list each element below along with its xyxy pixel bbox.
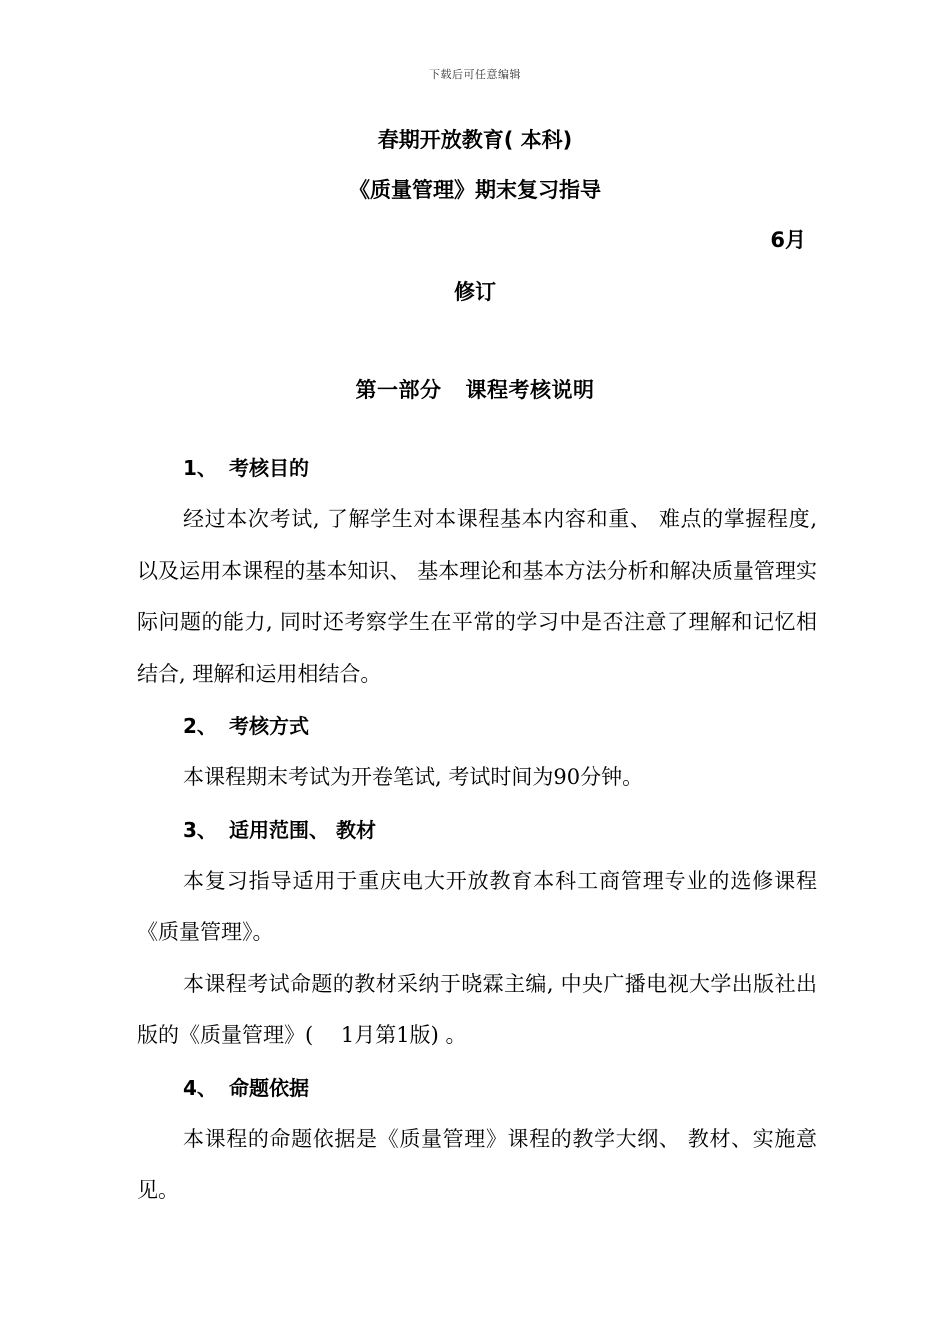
header-note: 下载后可任意编辑 (429, 68, 521, 81)
document-date: 6月 (770, 228, 806, 252)
revision-label: 修订 (454, 280, 496, 304)
section-number: 4、 (183, 1075, 217, 1100)
section (137, 804, 817, 1062)
section-number: 2、 (183, 714, 217, 738)
paragraph: 本复习指导适用于重庆电大开放教育本科工商管理专业的选修课程《质量管理》。 (137, 868, 817, 944)
section-title: 适用范围、 教材 (229, 817, 376, 842)
section-number: 3、 (183, 817, 217, 842)
document-title-line1: 春期开放教育( 本科) (377, 128, 573, 152)
part-heading (0, 374, 950, 404)
section (137, 442, 817, 700)
paragraph: 经过本次考试, 了解学生对本课程基本内容和重、 难点的掌握程度, 以及运用本课程的基本知识、 基本理论和基本方法分析和解决质量管理实际问题的能力, 同时还考察学生在平常的学习中是否注意了理解和记忆相结合, 理解和运用相结合。 (137, 507, 817, 686)
part-name: 课程考核说明 (465, 378, 595, 402)
part-label: 第一部分 (355, 378, 442, 402)
section-heading (137, 442, 817, 494)
paragraph: 本课程考试命题的教材采纳于晓霖主编, 中央广播电视大学出版社出版的《质量管理》( 1月第1版) 。 (137, 971, 817, 1047)
paragraph: 本课程期末考试为开卷笔试, 考试时间为90分钟。 (183, 765, 644, 789)
section-heading (137, 1062, 817, 1114)
section (137, 700, 817, 804)
section-heading (137, 804, 817, 856)
section (137, 1062, 817, 1217)
section-number: 1、 (183, 456, 217, 480)
section-title: 考核目的 (229, 456, 309, 480)
section-heading (137, 700, 817, 752)
document-title-line2: 《质量管理》期末复习指导 (349, 178, 601, 202)
paragraph: 本课程的命题依据是《质量管理》课程的教学大纲、 教材、实施意见。 (137, 1126, 817, 1202)
section-title: 命题依据 (229, 1075, 309, 1100)
document-body (137, 442, 817, 1217)
section-title: 考核方式 (229, 714, 309, 738)
